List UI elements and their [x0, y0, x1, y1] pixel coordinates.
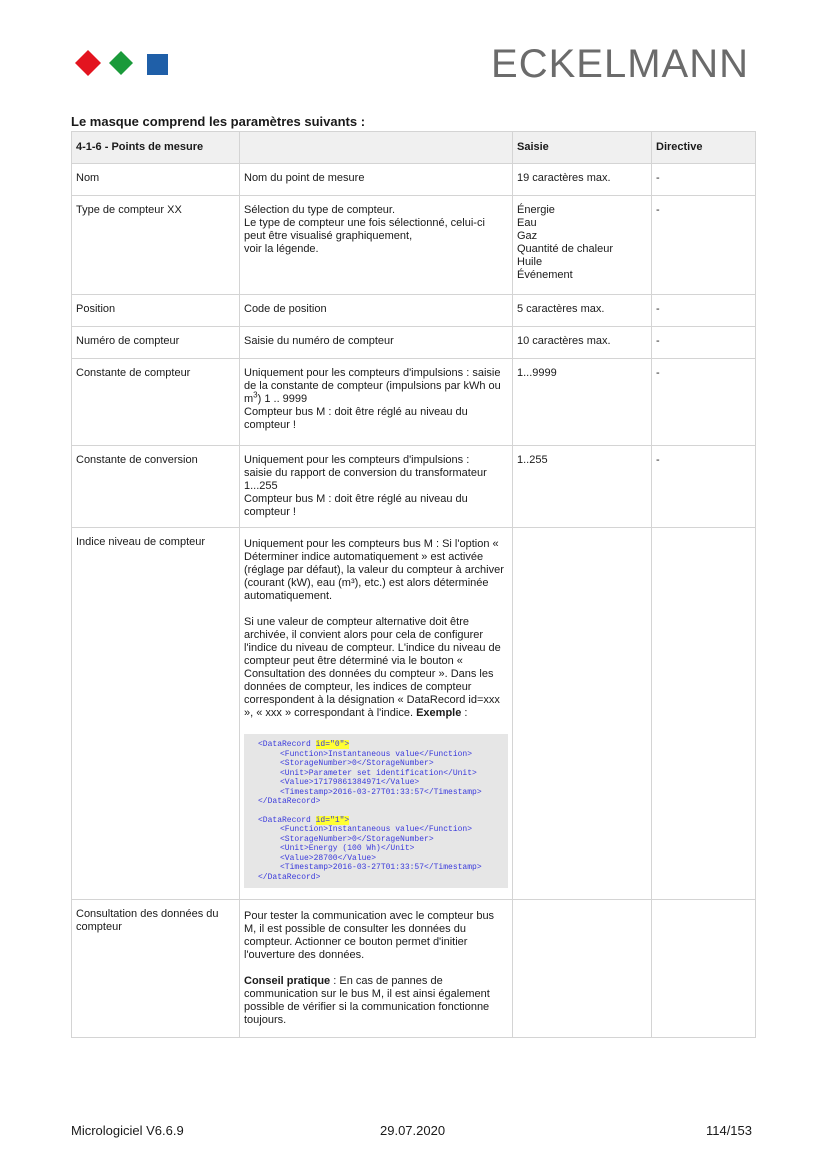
row-name: Nom — [72, 164, 240, 196]
row-name: Constante de compteur — [72, 359, 240, 446]
row-desc: Saisie du numéro de compteur — [240, 327, 513, 359]
table-row — [72, 295, 756, 327]
row-name: Type de compteur XX — [72, 196, 240, 295]
header-directive: Directive — [652, 132, 756, 164]
row-name: Position — [72, 295, 240, 327]
row-directive: - — [652, 446, 756, 528]
brand-wordmark: ECKELMANN — [491, 42, 749, 86]
eckelmann-logo-squares — [74, 48, 169, 80]
table-row — [72, 164, 756, 196]
footer-date: 29.07.2020 — [380, 1123, 446, 1138]
header-points-de-mesure: 4-1-6 - Points de mesure — [72, 132, 240, 164]
row-name: Constante de conversion — [72, 446, 240, 528]
row-saisie: 10 caractères max. — [513, 327, 652, 359]
row-saisie: 19 caractères max. — [513, 164, 652, 196]
blue-square-icon — [147, 54, 168, 75]
row-directive — [652, 900, 756, 1038]
row-name: Consultation des données du compteur — [72, 900, 240, 1038]
row-directive: - — [652, 327, 756, 359]
green-diamond-icon — [109, 51, 133, 75]
row-desc: Pour tester la communication avec le compteur bus M, il est possible de consulter les données du compteur. Actionner ce bouton permet d'initier l'ouverture des données. Conseil pratique : En cas de pannes de communication sur le bus M, il est ainsi également possible de vérifier si la communication fonctionne toujours. — [240, 900, 513, 1038]
header-description — [240, 132, 513, 164]
row-saisie: 1..255 — [513, 446, 652, 528]
table-row — [72, 196, 756, 295]
row-directive — [652, 528, 756, 900]
row-directive: - — [652, 196, 756, 295]
row-name: Numéro de compteur — [72, 327, 240, 359]
footer-firmware-version: Micrologiciel V6.6.9 — [71, 1123, 184, 1138]
row-desc: Uniquement pour les compteurs d'impulsions : saisie du rapport de conversion du transformateur 1...255 Compteur bus M : doit être réglé au niveau du compteur ! — [240, 446, 513, 528]
row-directive: - — [652, 359, 756, 446]
row-desc: Uniquement pour les compteurs bus M : Si l'option « Déterminer indice automatiquement » est activée (réglage par défaut), la valeur du compteur à archiver (courant (kW), eau (m³), etc.) est alors déterminée automatiquement. Si une valeur de compteur alternative doit être archivée, il convient alors pour cela de configurer l'indice du niveau de compteur. L'indice du niveau de compteur peut être déterminé via le bouton « Consultation des données du compteur ». Dans les données de compteur, les indices de compteur correspondent à la désignation « DataRecord id=xxx », « xxx » correspondant à l'indice. Exemple : <DataRecord id="0"> <Function>Instantaneous value</Function> <StorageNumber>0</StorageNumber> <Unit>Parameter set identification</Unit> <Value>17179861384971</Value> <Timestamp>2016-03-27T01:33:57</Timestamp> </DataRecord> <DataRecord id="1"> <Function>Instantaneous value</Function> <StorageNumber>0</StorageNumber> <Unit>Energy (100 Wh)</Unit> <Value>28700</Value> <Timestamp>2016-03-27T01:33:57</Timestamp> </DataRecord> — [240, 528, 513, 900]
row-desc: Uniquement pour les compteurs d'impulsions : saisie de la constante de compteur (impulsions par kWh ou $m^3$) 1 .. 9999 Compteur bus M : doit être réglé au niveau du compteur ! — [240, 359, 513, 446]
table-row — [72, 528, 756, 900]
row-directive: - — [652, 295, 756, 327]
row-saisie: Énergie Eau Gaz Quantité de chaleur Huile Événement — [513, 196, 652, 295]
xml-example-block: <DataRecord id="0"> <Function>Instantaneous value</Function> <StorageNumber>0</StorageNumber> <Unit>Parameter set identification</Unit> <Value>17179861384971</Value> <Timestamp>2016-03-27T01:33:57</Timestamp> </DataRecord> <DataRecord id="1"> <Function>Instantaneous value</Function> <StorageNumber>0</StorageNumber> <Unit>Energy (100 Wh)</Unit> <Value>28700</Value> <Timestamp>2016-03-27T01:33:57</Timestamp> </DataRecord> — [244, 734, 508, 888]
parameters-table — [71, 131, 756, 1038]
table-row — [72, 359, 756, 446]
table-header-row — [72, 132, 756, 164]
row-saisie — [513, 528, 652, 900]
red-diamond-icon — [75, 50, 101, 76]
row-desc: Sélection du type de compteur. Le type de compteur une fois sélectionné, celui-ci peut être visualisé graphiquement, voir la légende. — [240, 196, 513, 295]
row-desc: Nom du point de mesure — [240, 164, 513, 196]
footer-page-number: 114/153 — [705, 1123, 752, 1138]
table-row — [72, 446, 756, 528]
row-saisie — [513, 900, 652, 1038]
table-row — [72, 327, 756, 359]
row-directive: - — [652, 164, 756, 196]
table-row — [72, 900, 756, 1038]
row-desc: Code de position — [240, 295, 513, 327]
row-saisie: 1...9999 — [513, 359, 652, 446]
section-heading: Le masque comprend les paramètres suivants : — [71, 114, 366, 129]
row-saisie: 5 caractères max. — [513, 295, 652, 327]
row-name: Indice niveau de compteur — [72, 528, 240, 900]
header-saisie: Saisie — [513, 132, 652, 164]
